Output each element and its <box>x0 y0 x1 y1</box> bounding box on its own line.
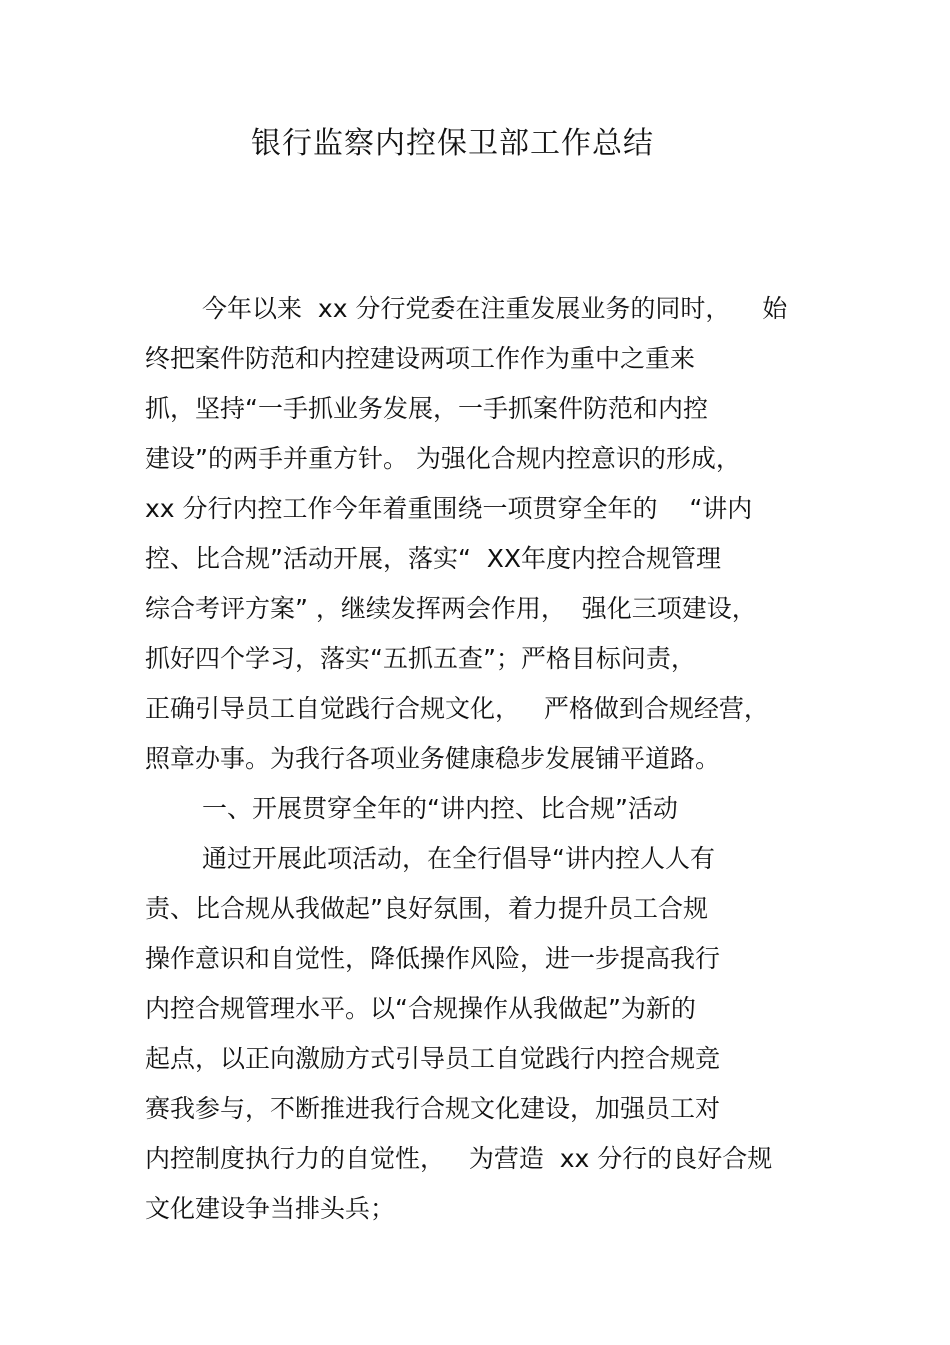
paragraph-line: 起点，以正向激励方式引导员工自觉践行内控合规竞 <box>145 1044 721 1073</box>
paragraph-line: 内控合规管理水平。以“合规操作从我做起”为新的 <box>145 994 696 1023</box>
section-heading: 一、开展贯穿全年的“讲内控、比合规”活动 <box>202 794 678 823</box>
paragraph-line: 综合考评方案” ，继续发挥两会作用， 强化三项建设， <box>145 594 757 623</box>
paragraph-line: 抓好四个学习，落实“五抓五查”；严格目标问责， <box>145 644 696 673</box>
paragraph-line: 正确引导员工自觉践行合规文化， 严格做到合规经营， <box>145 694 769 723</box>
paragraph-line: 照章办事。为我行各项业务健康稳步发展铺平道路。 <box>145 744 721 773</box>
paragraph-line: 内控制度执行力的自觉性， 为营造 xx 分行的良好合规 <box>145 1144 773 1173</box>
document-title: 银行监察内控保卫部工作总结 <box>251 126 654 161</box>
paragraph-line: 今年以来 xx 分行党委在注重发展业务的同时， 始 <box>202 294 788 323</box>
paragraph-line: 操作意识和自觉性，降低操作风险，进一步提高我行 <box>145 944 721 973</box>
paragraph-line: 责、比合规从我做起”良好氛围，着力提升员工合规 <box>145 894 708 923</box>
paragraph-line: 控、比合规”活动开展，落实“ XX年度内控合规管理 <box>145 544 722 573</box>
paragraph-line: 文化建设争当排头兵； <box>145 1194 396 1223</box>
document-body <box>145 284 845 1234</box>
paragraph-line: 终把案件防范和内控建设两项工作作为重中之重来 <box>145 344 696 373</box>
paragraph-line: 抓，坚持“一手抓业务发展，一手抓案件防范和内控 <box>145 394 708 423</box>
paragraph-line: 通过开展此项活动，在全行倡导“讲内控人人有 <box>202 844 715 873</box>
paragraph-line: xx 分行内控工作今年着重围绕一项贯穿全年的 “讲内 <box>145 494 753 523</box>
paragraph-line: 赛我参与，不断推进我行合规文化建设，加强员工对 <box>145 1094 721 1123</box>
paragraph-line: 建设”的两手并重方针。 为强化合规内控意识的形成， <box>145 444 741 473</box>
